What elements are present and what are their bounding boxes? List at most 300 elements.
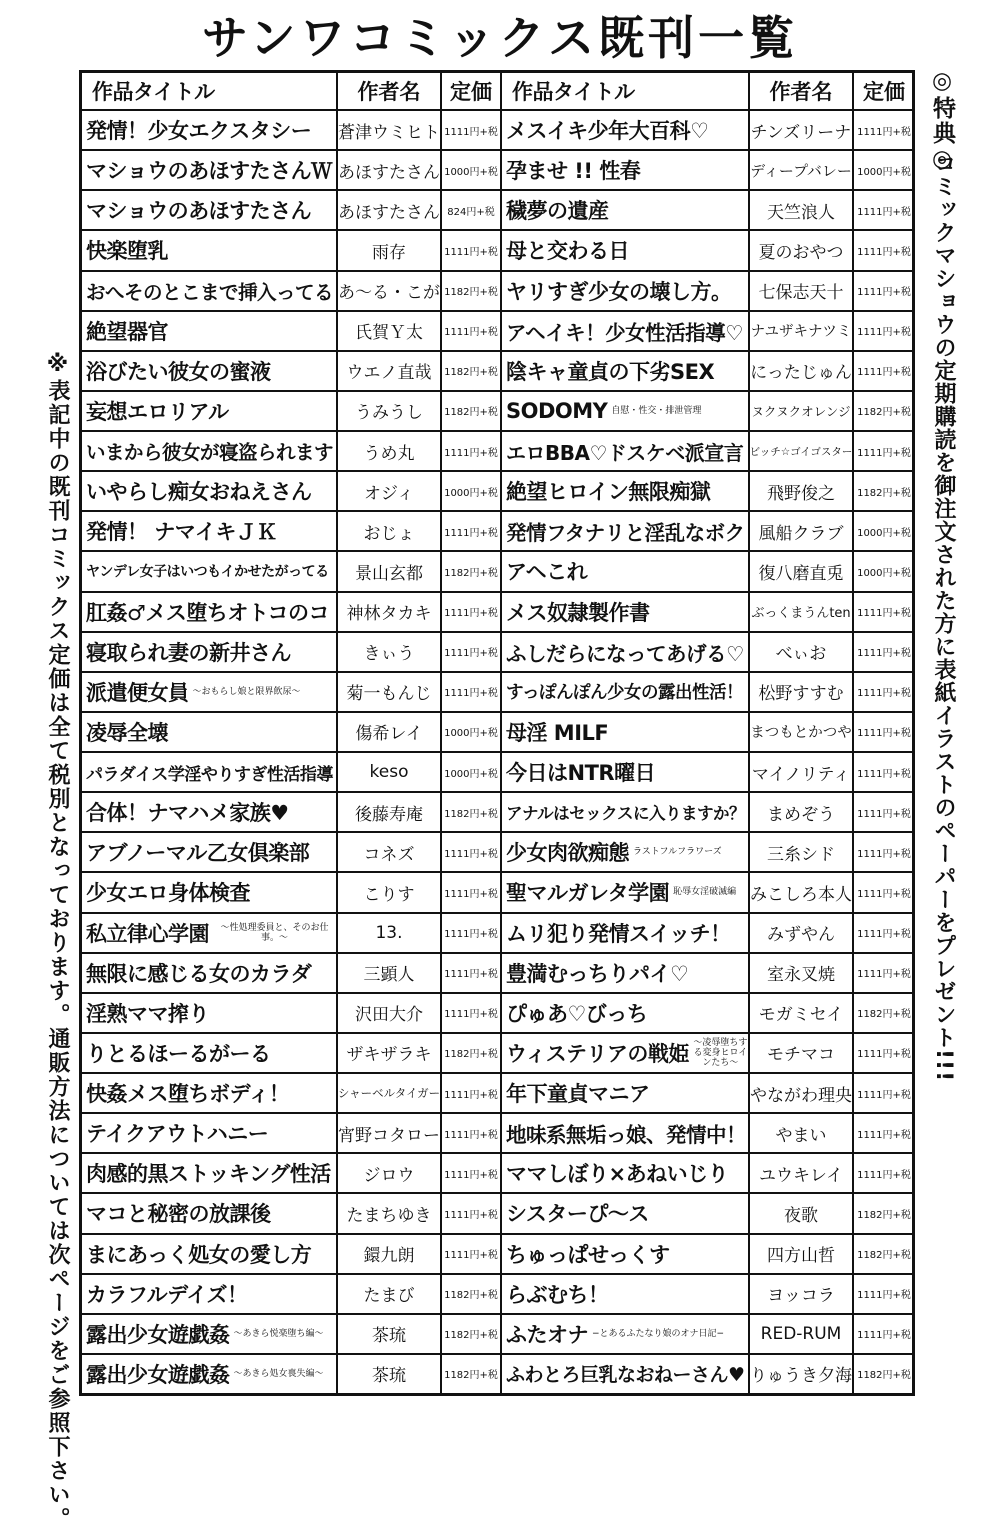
- book-title: [82, 392, 336, 430]
- book-price: 1182円+税: [440, 352, 500, 390]
- book-title: [82, 191, 336, 229]
- book-title-text: 凌辱全壊: [86, 720, 168, 745]
- catalog-right-column: [502, 73, 914, 1393]
- book-price: 1111円+税: [852, 432, 914, 470]
- book-title-text: ふしだらになってあげる♡: [506, 641, 744, 666]
- catalog-table: [79, 70, 915, 1396]
- table-row: [502, 1154, 914, 1194]
- book-title-text: ウィステリアの戦姫: [506, 1041, 689, 1066]
- book-price: 1111円+税: [440, 833, 500, 871]
- book-author: 沢田大介: [336, 994, 440, 1032]
- book-title-text: 少女肉欲痴態: [506, 841, 629, 866]
- header-price: 定価: [440, 73, 500, 109]
- book-price: 1111円+税: [440, 673, 500, 711]
- table-row: [82, 191, 500, 231]
- book-price: 1000円+税: [852, 512, 914, 550]
- book-title-text: 母と交わる日: [506, 239, 629, 264]
- book-author: モチマコ: [748, 1034, 852, 1072]
- book-title-text: 肛姦♂メス堕ちオトコのコ: [86, 600, 329, 625]
- book-title-text: 快姦メス堕ちボディ！: [86, 1082, 290, 1107]
- book-author: ビッチ☆ゴイゴスター: [748, 432, 852, 470]
- book-title: [502, 1034, 748, 1072]
- table-row: [82, 753, 500, 793]
- book-title: [82, 994, 336, 1032]
- book-title: [82, 633, 336, 671]
- book-author: RED-RUM: [748, 1315, 852, 1353]
- book-title: [82, 914, 336, 952]
- table-row: [502, 191, 914, 231]
- table-row: [502, 1315, 914, 1355]
- book-author: 七保志天十: [748, 272, 852, 310]
- book-title: [502, 472, 748, 510]
- book-price: 1182円+税: [852, 994, 914, 1032]
- book-price: 1111円+税: [852, 753, 914, 791]
- book-title: [502, 873, 748, 911]
- book-author: たまちゆき: [336, 1194, 440, 1232]
- book-price: 1000円+税: [440, 151, 500, 189]
- book-author: 夜歌: [748, 1194, 852, 1232]
- book-title: [502, 272, 748, 310]
- book-subtitle: 〜あきら悦楽堕ち編〜: [233, 1328, 324, 1339]
- book-price: 1111円+税: [852, 1034, 914, 1072]
- book-title-text: メスイキ少年大百科♡: [506, 119, 709, 144]
- book-title-text: 聖マルガレタ学園: [506, 881, 670, 906]
- header-row: [502, 73, 914, 111]
- table-row: [502, 231, 914, 271]
- book-author: 飛野俊之: [748, 472, 852, 510]
- table-row: [82, 151, 500, 191]
- book-price: 1000円+税: [440, 753, 500, 791]
- book-price: 1111円+税: [852, 673, 914, 711]
- book-title: [82, 512, 336, 550]
- book-title: [502, 151, 748, 189]
- book-title: [502, 312, 748, 350]
- book-author: 宵野コタロー: [336, 1114, 440, 1152]
- book-title: [502, 954, 748, 992]
- book-title: [502, 231, 748, 269]
- book-title-text: すっぽんぽん少女の露出性活！: [506, 683, 743, 704]
- table-row: [502, 1034, 914, 1074]
- table-row: [502, 914, 914, 954]
- header-row: [82, 73, 500, 111]
- table-row: [502, 1235, 914, 1275]
- book-title: [502, 914, 748, 952]
- book-title-text: 発情！ ナマイキＪＫ: [86, 520, 277, 545]
- book-title: [502, 673, 748, 711]
- book-author: オジィ: [336, 472, 440, 510]
- book-title-text: ヤンデレ女子はいつもイかせたがってる: [86, 564, 329, 581]
- table-row: [82, 111, 500, 151]
- book-author: うみうし: [336, 392, 440, 430]
- book-title-text: メス奴隷製作書: [506, 600, 650, 625]
- book-title-text: 陰キャ童貞の下劣SEX: [506, 359, 715, 384]
- book-price: 824円+税: [440, 191, 500, 229]
- book-author: うめ丸: [336, 432, 440, 470]
- book-title-text: らぶむち！: [506, 1282, 609, 1307]
- table-row: [82, 392, 500, 432]
- book-title-text: アブノーマル乙女倶楽部: [86, 841, 310, 866]
- book-price: 1111円+税: [852, 833, 914, 871]
- book-title: [502, 994, 748, 1032]
- book-author: 三糸シド: [748, 833, 852, 871]
- book-title-text: 豊満むっちりパイ♡: [506, 961, 689, 986]
- book-price: 1111円+税: [440, 1154, 500, 1192]
- book-title: [502, 713, 748, 751]
- book-title: [502, 1074, 748, 1112]
- book-title-text: マコと秘密の放課後: [86, 1202, 271, 1227]
- book-price: 1182円+税: [440, 1355, 500, 1393]
- book-author: りゅうき夕海: [748, 1355, 852, 1393]
- book-title-text: SODOMY: [506, 398, 608, 423]
- book-price: 1111円+税: [852, 111, 914, 149]
- table-row: [82, 1315, 500, 1355]
- table-row: [502, 1074, 914, 1114]
- book-author: こりす: [336, 873, 440, 911]
- book-author: ヌクヌクオレンジ: [748, 392, 852, 430]
- book-author: 茶琉: [336, 1355, 440, 1393]
- book-title: [502, 552, 748, 590]
- book-author: 神林タカキ: [336, 593, 440, 631]
- book-author: ウエノ直哉: [336, 352, 440, 390]
- book-title-text: エロBBA♡ドスケベ派宣言: [506, 440, 744, 465]
- bonus-note: コミックマショウの定期購読を御注文された方に表紙イラストのペーパーをプレゼント!!!: [931, 152, 956, 1083]
- table-row: [502, 392, 914, 432]
- book-title-text: 母淫 MILF: [506, 720, 609, 745]
- table-row: [502, 873, 914, 913]
- table-row: [82, 1114, 500, 1154]
- book-price: 1182円+税: [440, 1315, 500, 1353]
- book-author: 風船クラブ: [748, 512, 852, 550]
- book-title: [502, 432, 748, 470]
- book-author: keso: [336, 753, 440, 791]
- table-row: [502, 1194, 914, 1234]
- book-price: 1111円+税: [852, 793, 914, 831]
- book-title-text: いまから彼女が寝盗られます: [86, 441, 334, 465]
- book-price: 1111円+税: [440, 1074, 500, 1112]
- book-title: [82, 713, 336, 751]
- book-author: べぃお: [748, 633, 852, 671]
- book-subtitle: 〜おもらし娘と限界飲尿〜: [192, 686, 301, 697]
- book-price: 1000円+税: [852, 552, 914, 590]
- book-price: 1111円+税: [852, 272, 914, 310]
- table-row: [502, 833, 914, 873]
- table-row: [82, 713, 500, 753]
- book-title: [502, 352, 748, 390]
- book-price: 1111円+税: [440, 593, 500, 631]
- book-title: [82, 432, 336, 470]
- book-title-text: 発情！少女エクスタシー: [86, 119, 312, 144]
- book-title: [82, 552, 336, 590]
- book-author: あ〜る・こが: [336, 272, 440, 310]
- book-price: 1111円+税: [440, 914, 500, 952]
- table-row: [82, 1235, 500, 1275]
- book-title: [82, 954, 336, 992]
- book-author: 松野すすむ: [748, 673, 852, 711]
- table-row: [82, 1355, 500, 1393]
- book-title: [82, 111, 336, 149]
- table-row: [82, 954, 500, 994]
- book-title-text: 絶望ヒロイン無限痴獄: [506, 480, 711, 505]
- book-title-text: アヘこれ: [506, 560, 588, 585]
- table-row: [502, 512, 914, 552]
- book-title-text: テイクアウトハニー: [86, 1122, 269, 1147]
- book-price: 1111円+税: [852, 352, 914, 390]
- book-title: [502, 1275, 748, 1313]
- book-author: 後藤寿庵: [336, 793, 440, 831]
- table-row: [502, 1355, 914, 1393]
- book-author: 菊一もんじ: [336, 673, 440, 711]
- book-title: [82, 312, 336, 350]
- table-row: [82, 1154, 500, 1194]
- book-author: 景山玄都: [336, 552, 440, 590]
- book-subtitle: −とあるふたなり娘のオナ日記−: [592, 1328, 725, 1339]
- book-title: [502, 593, 748, 631]
- book-title: [502, 1114, 748, 1152]
- book-title: [82, 352, 336, 390]
- book-price: 1111円+税: [440, 312, 500, 350]
- book-title: [82, 833, 336, 871]
- book-author: 雨存: [336, 231, 440, 269]
- book-title: [82, 673, 336, 711]
- book-author: 室永叉焼: [748, 954, 852, 992]
- book-price: 1182円+税: [440, 793, 500, 831]
- table-row: [502, 994, 914, 1034]
- book-price: 1182円+税: [440, 1275, 500, 1313]
- book-price: 1000円+税: [440, 713, 500, 751]
- book-price: 1111円+税: [440, 432, 500, 470]
- book-title-text: 快楽堕乳: [86, 239, 168, 264]
- book-title: [502, 633, 748, 671]
- book-title: [82, 1154, 336, 1192]
- book-author: あほすたさん: [336, 191, 440, 229]
- table-row: [82, 472, 500, 512]
- book-title-text: 年下童貞マニア: [506, 1082, 650, 1107]
- book-price: 1000円+税: [440, 472, 500, 510]
- table-row: [502, 673, 914, 713]
- book-author: 氏賀Ｙ太: [336, 312, 440, 350]
- book-author: 三顕人: [336, 954, 440, 992]
- book-price: 1111円+税: [440, 633, 500, 671]
- book-author: チンズリーナ: [748, 111, 852, 149]
- table-row: [82, 593, 500, 633]
- book-title: [82, 793, 336, 831]
- book-title-text: 無限に感じる女のカラダ: [86, 961, 312, 986]
- book-price: 1111円+税: [852, 954, 914, 992]
- table-row: [502, 593, 914, 633]
- table-row: [502, 713, 914, 753]
- book-title: [82, 1275, 336, 1313]
- book-price: 1182円+税: [852, 392, 914, 430]
- book-title: [502, 392, 748, 430]
- book-title-text: 露出少女遊戯姦: [86, 1362, 230, 1387]
- header-price: 定価: [852, 73, 914, 109]
- header-title: 作品タイトル: [512, 80, 635, 104]
- book-title: [502, 512, 748, 550]
- book-title-text: 浴びたい彼女の蜜液: [86, 359, 271, 384]
- table-row: [502, 312, 914, 352]
- book-title: [502, 1315, 748, 1353]
- book-author: 鐶九朗: [336, 1235, 440, 1273]
- book-title-text: 今日はNTR曜日: [506, 761, 656, 786]
- book-title-text: パラダイス学淫やりすぎ性活指導: [86, 764, 333, 785]
- book-author: ザキザラキ: [336, 1034, 440, 1072]
- book-price: 1111円+税: [852, 593, 914, 631]
- book-subtitle: 〜あきら処女喪失編〜: [233, 1368, 324, 1379]
- book-price: 1182円+税: [440, 1034, 500, 1072]
- book-author: コネズ: [336, 833, 440, 871]
- book-title: [82, 1355, 336, 1393]
- table-row: [82, 1194, 500, 1234]
- table-row: [502, 151, 914, 191]
- book-price: 1111円+税: [440, 1194, 500, 1232]
- table-row: [502, 1275, 914, 1315]
- book-price: 1111円+税: [440, 231, 500, 269]
- book-price: 1111円+税: [852, 1315, 914, 1353]
- book-title: [82, 1194, 336, 1232]
- book-price: 1182円+税: [440, 392, 500, 430]
- book-price: 1182円+税: [852, 1194, 914, 1232]
- book-author: みずやん: [748, 914, 852, 952]
- book-title-text: カラフルデイズ！: [86, 1282, 248, 1307]
- book-title-text: 合体！ナマハメ家族♥: [86, 801, 289, 826]
- book-title: [82, 231, 336, 269]
- page-title: サンワコミックス既刊一覧: [201, 11, 799, 65]
- book-author: みこしろ本人: [748, 873, 852, 911]
- table-row: [502, 954, 914, 994]
- book-price: 1182円+税: [440, 552, 500, 590]
- book-title-text: 露出少女遊戯姦: [86, 1322, 230, 1347]
- book-author: モガミセイ: [748, 994, 852, 1032]
- table-row: [82, 552, 500, 592]
- book-price: 1111円+税: [852, 914, 914, 952]
- table-row: [502, 753, 914, 793]
- book-title-text: 妄想エロリアル: [86, 399, 229, 424]
- book-title: [82, 1235, 336, 1273]
- table-row: [502, 272, 914, 312]
- table-row: [82, 994, 500, 1034]
- book-author: 13.: [336, 914, 440, 952]
- book-subtitle: ラストフルフラワーズ: [633, 847, 722, 858]
- table-row: [502, 432, 914, 472]
- book-title: [82, 1114, 336, 1152]
- table-row: [502, 111, 914, 151]
- table-row: [502, 552, 914, 592]
- table-row: [82, 873, 500, 913]
- table-row: [502, 793, 914, 833]
- table-row: [82, 512, 500, 552]
- book-author: ユウキレイ: [748, 1154, 852, 1192]
- book-title-text: おへそのとこまで挿入ってる: [86, 280, 334, 304]
- table-row: [82, 673, 500, 713]
- book-title-text: ぴゅあ♡びっち: [506, 1001, 648, 1026]
- book-price: 1111円+税: [440, 994, 500, 1032]
- book-price: 1111円+税: [440, 873, 500, 911]
- book-title-text: ふわとろ巨乳なおねーさん♥: [506, 1364, 745, 1387]
- book-title-text: 絶望器官: [86, 319, 168, 344]
- book-author: 蒼津ウミヒト: [336, 111, 440, 149]
- book-author: まめぞう: [748, 793, 852, 831]
- table-row: [502, 1114, 914, 1154]
- book-author: 夏のおやつ: [748, 231, 852, 269]
- table-row: [82, 833, 500, 873]
- book-author: ぶっくまうんten: [748, 593, 852, 631]
- book-title-text: りとるほーるがーる: [86, 1041, 271, 1066]
- book-price: 1111円+税: [852, 312, 914, 350]
- book-title-text: ちゅっぱせっくす: [506, 1242, 670, 1267]
- book-author: マイノリティ: [748, 753, 852, 791]
- book-title-text: マショウのあほすたさんＷ: [86, 159, 332, 184]
- book-title-text: 私立律心学園: [86, 921, 209, 946]
- book-author: にったじゅん: [748, 352, 852, 390]
- book-author: 傷希レイ: [336, 713, 440, 751]
- book-title-text: 穢夢の遺産: [506, 199, 609, 224]
- book-price: 1111円+税: [440, 111, 500, 149]
- book-author: 四方山哲: [748, 1235, 852, 1273]
- book-title-text: シスターぴ〜ス: [506, 1202, 649, 1227]
- book-price: 1111円+税: [852, 191, 914, 229]
- book-price: 1111円+税: [852, 231, 914, 269]
- table-row: [82, 1034, 500, 1074]
- book-author: あほすたさん: [336, 151, 440, 189]
- book-price: 1000円+税: [852, 151, 914, 189]
- book-title: [502, 111, 748, 149]
- book-author: シャーベルタイガー: [336, 1074, 440, 1112]
- book-title: [502, 1355, 748, 1393]
- book-title: [82, 151, 336, 189]
- book-title-text: 発情フタナリと淫乱なボク: [506, 521, 745, 546]
- book-title-text: 孕ませ !! 性春: [506, 159, 641, 184]
- book-price: 1182円+税: [852, 472, 914, 510]
- table-row: [82, 432, 500, 472]
- book-title-text: ママしぼり×あねいじり: [506, 1162, 729, 1187]
- table-row: [502, 472, 914, 512]
- book-title: [502, 1235, 748, 1273]
- header-author: 作者名: [748, 73, 852, 109]
- book-subtitle: 〜凌辱堕ちする変身ヒロインたち〜: [693, 1037, 748, 1068]
- book-title: [82, 1315, 336, 1353]
- book-title: [82, 873, 336, 911]
- book-title: [502, 1194, 748, 1232]
- book-title: [82, 593, 336, 631]
- book-author: おじょ: [336, 512, 440, 550]
- book-title-text: アナルはセックスに入りますか？: [506, 804, 746, 824]
- book-price: 1111円+税: [440, 1114, 500, 1152]
- book-title: [502, 1154, 748, 1192]
- book-title-text: まにあっく処女の愛し方: [86, 1242, 312, 1267]
- book-price: 1111円+税: [852, 873, 914, 911]
- bonus-heading: ◎特典◎: [929, 68, 955, 174]
- book-title: [502, 793, 748, 831]
- book-price: 1111円+税: [440, 512, 500, 550]
- book-title: [502, 753, 748, 791]
- header-author: 作者名: [336, 73, 440, 109]
- book-title-text: 淫熟ママ搾り: [86, 1001, 209, 1026]
- book-author: やまい: [748, 1114, 852, 1152]
- table-row: [82, 914, 500, 954]
- book-price: 1182円+税: [440, 272, 500, 310]
- book-price: 1111円+税: [440, 954, 500, 992]
- book-title: [82, 1034, 336, 1072]
- book-title-text: 寝取られ妻の新井さん: [86, 640, 291, 665]
- table-row: [82, 1275, 500, 1315]
- book-price: 1111円+税: [852, 713, 914, 751]
- book-title-text: マショウのあほすたさん: [86, 199, 312, 224]
- book-title-text: ムリ犯り発情スイッチ！: [506, 921, 731, 946]
- book-subtitle: 自慰・性交・排泄管理: [611, 405, 702, 416]
- book-author: ジロウ: [336, 1154, 440, 1192]
- book-title: [82, 753, 336, 791]
- book-author: たまび: [336, 1275, 440, 1313]
